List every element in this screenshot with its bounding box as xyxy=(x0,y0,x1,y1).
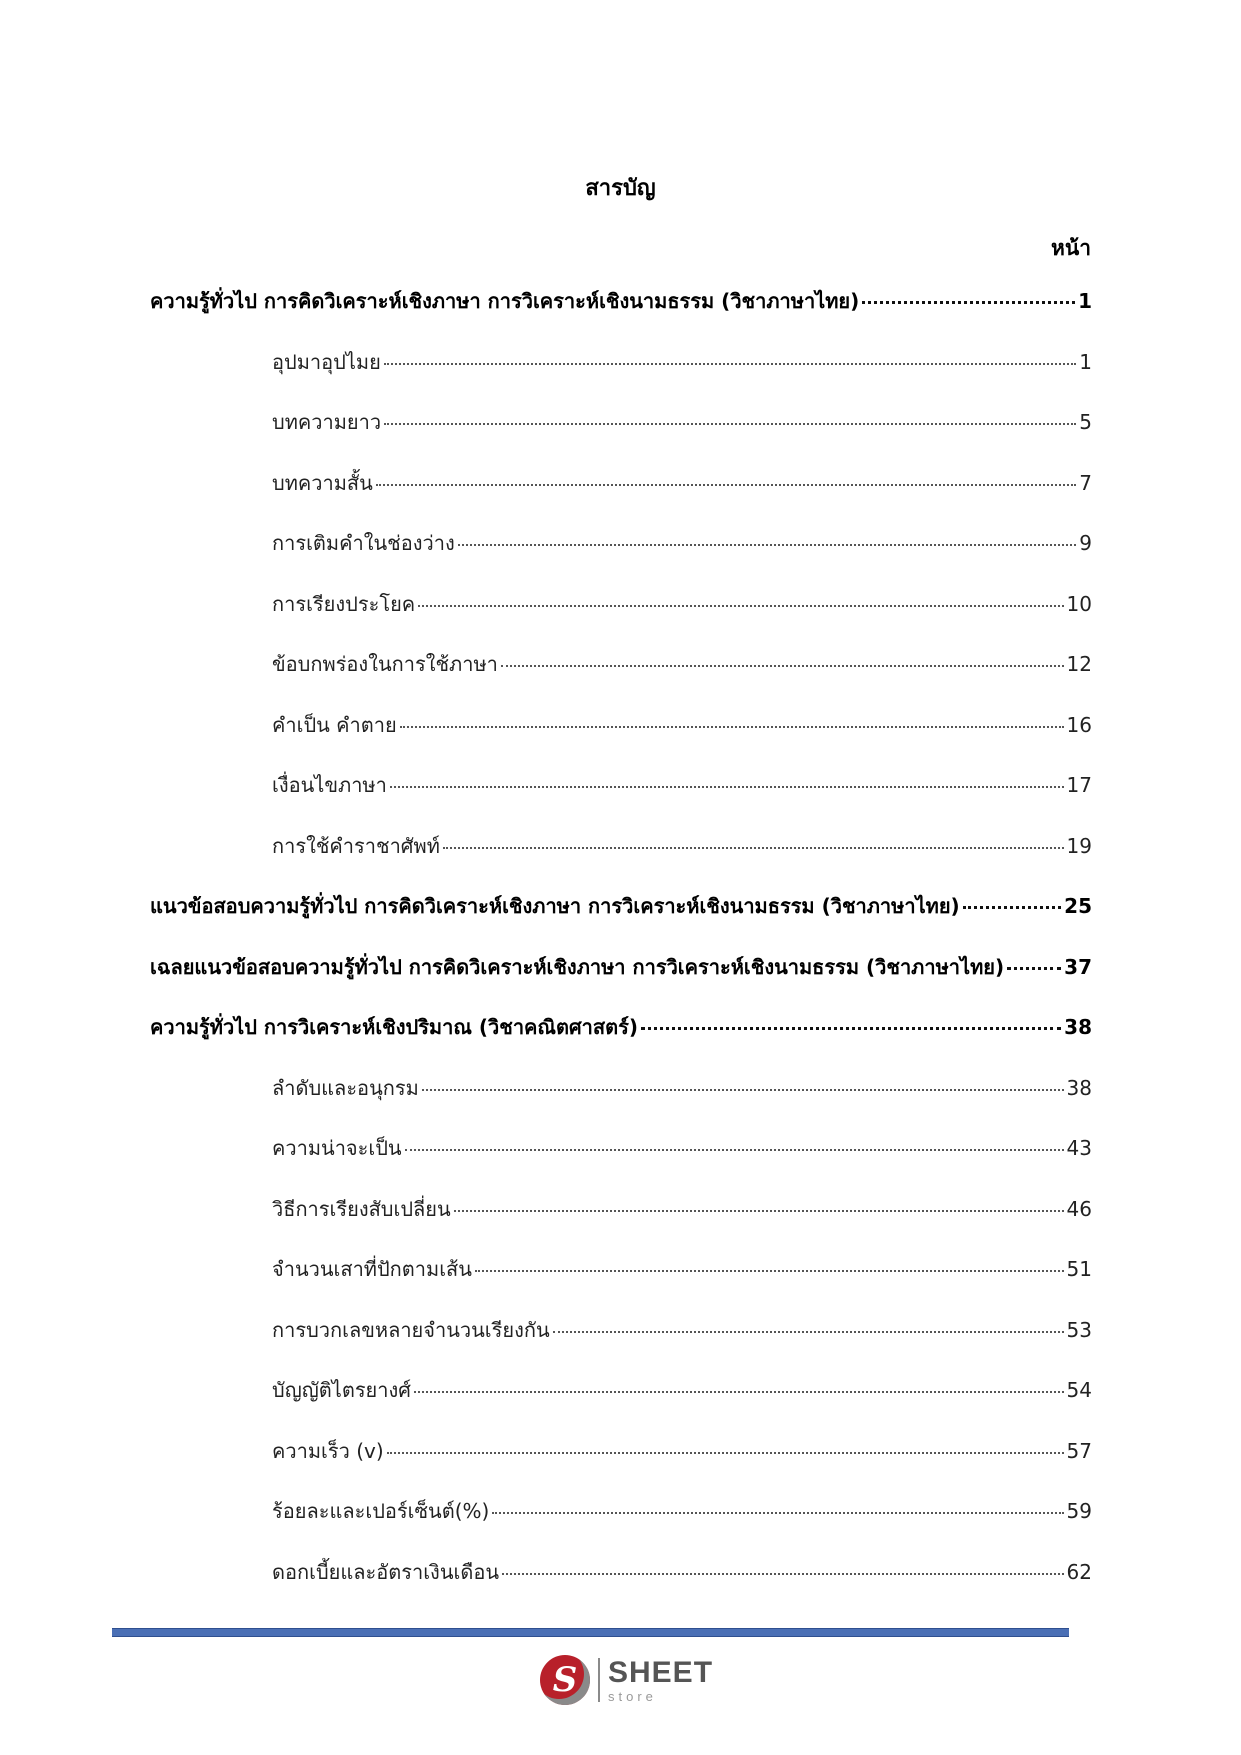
footer-logo xyxy=(540,1655,713,1705)
toc-dot-leader xyxy=(390,786,1064,788)
toc-dot-leader xyxy=(376,484,1076,486)
toc-entry-label: ข้อบกพร่องในการใช้ภาษา xyxy=(272,652,498,676)
toc-section-entry[interactable] xyxy=(150,951,1092,1012)
toc-entry-label: จำนวนเสาที่ปักตามเส้น xyxy=(272,1257,472,1281)
toc-dot-leader xyxy=(963,906,1061,909)
toc-subsection-entry[interactable] xyxy=(150,1193,1092,1254)
toc-entry-label: ดอกเบี้ยและอัตราเงินเดือน xyxy=(272,1559,500,1584)
toc-dot-leader xyxy=(475,1270,1064,1272)
toc-dot-leader xyxy=(384,423,1076,425)
toc-entry-label: เฉลยแนวข้อสอบความรู้ทั่วไป การคิดวิเคราะห์เชิงภาษา การวิเคราะห์เชิงนามธรรม (วิชาภาษาไทย) xyxy=(150,954,1005,979)
sheet-store-logo-icon: S xyxy=(540,1655,590,1705)
toc-dot-leader xyxy=(418,605,1063,607)
toc-dot-leader xyxy=(454,1210,1064,1212)
logo-text xyxy=(608,1655,714,1704)
toc-entry-label: ความรู้ทั่วไป การวิเคราะห์เชิงปริมาณ (วิชาคณิตศาสตร์) xyxy=(150,1015,638,1039)
toc-page-number: 46 xyxy=(1066,1196,1092,1221)
toc-dot-leader xyxy=(492,1512,1063,1514)
toc-dot-leader xyxy=(387,1452,1064,1454)
toc-page-number: 51 xyxy=(1066,1257,1092,1281)
toc-dot-leader xyxy=(400,726,1064,728)
toc-page-number: 62 xyxy=(1066,1559,1092,1584)
toc-subsection-entry[interactable] xyxy=(150,1072,1092,1133)
toc-entry-label: ร้อยละและเปอร์เซ็นต์(%) xyxy=(272,1499,490,1523)
toc-dot-leader xyxy=(862,301,1075,304)
toc-subsection-entry[interactable] xyxy=(150,467,1092,528)
toc-dot-leader xyxy=(502,1573,1064,1575)
toc-subsection-entry[interactable] xyxy=(150,709,1092,770)
page-column-header: หน้า xyxy=(1051,236,1091,260)
toc-page-number: 7 xyxy=(1079,470,1092,495)
toc-subsection-entry[interactable] xyxy=(150,1314,1092,1375)
toc-entry-label: คำเป็น คำตาย xyxy=(272,712,397,737)
toc-subsection-entry[interactable] xyxy=(150,1495,1092,1556)
toc-section-entry[interactable] xyxy=(150,890,1092,951)
toc-subsection-entry[interactable] xyxy=(150,406,1092,467)
toc-dot-leader xyxy=(414,1391,1064,1393)
toc-title: สารบัญ xyxy=(585,176,656,201)
logo-separator xyxy=(598,1658,600,1702)
toc-subsection-entry[interactable] xyxy=(150,1374,1092,1435)
toc-page-number: 37 xyxy=(1064,954,1092,979)
toc-subsection-entry[interactable] xyxy=(150,527,1092,588)
toc-dot-leader xyxy=(641,1027,1061,1030)
toc-entry-label: ความเร็ว (v) xyxy=(272,1438,384,1463)
toc-page-number: 53 xyxy=(1066,1317,1092,1342)
toc-page-number: 57 xyxy=(1066,1438,1092,1463)
toc-subsection-entry[interactable] xyxy=(150,1253,1092,1314)
toc-entry-label: ความน่าจะเป็น xyxy=(272,1136,402,1160)
toc-subsection-entry[interactable] xyxy=(150,588,1092,649)
toc-dot-leader xyxy=(1007,967,1061,970)
toc-list xyxy=(150,285,1092,1616)
toc-entry-label: ลำดับและอนุกรม xyxy=(272,1075,419,1100)
toc-page-number: 43 xyxy=(1066,1136,1092,1160)
toc-entry-label: ความรู้ทั่วไป การคิดวิเคราะห์เชิงภาษา การวิเคราะห์เชิงนามธรรม (วิชาภาษาไทย) xyxy=(150,289,860,313)
toc-dot-leader xyxy=(458,544,1077,546)
toc-subsection-entry[interactable] xyxy=(150,1556,1092,1617)
toc-page-number: 12 xyxy=(1066,652,1092,676)
toc-page-number: 25 xyxy=(1064,894,1092,918)
toc-page-number: 16 xyxy=(1066,712,1092,737)
toc-dot-leader xyxy=(384,363,1076,365)
toc-entry-label: อุปมาอุปไมย xyxy=(272,349,381,374)
toc-entry-label: วิธีการเรียงสับเปลี่ยน xyxy=(272,1196,451,1221)
toc-entry-label: การใช้คำราชาศัพท์ xyxy=(272,833,440,858)
toc-dot-leader xyxy=(422,1089,1064,1091)
toc-subsection-entry[interactable] xyxy=(150,769,1092,830)
toc-entry-label: บทความสั้น xyxy=(272,470,373,495)
toc-page-number: 59 xyxy=(1066,1499,1092,1523)
toc-page-number: 1 xyxy=(1079,349,1092,374)
toc-page-number: 17 xyxy=(1066,773,1092,797)
toc-entry-label: บัญญัติไตรยางศ์ xyxy=(272,1378,411,1402)
toc-page-number: 19 xyxy=(1066,833,1092,858)
toc-page-number: 1 xyxy=(1078,289,1092,313)
toc-entry-label: การเติมคำในช่องว่าง xyxy=(272,531,455,555)
toc-entry-label: แนวข้อสอบความรู้ทั่วไป การคิดวิเคราะห์เชิงภาษา การวิเคราะห์เชิงนามธรรม (วิชาภาษาไทย) xyxy=(150,894,960,918)
toc-entry-label: การเรียงประโยค xyxy=(272,591,416,616)
toc-subsection-entry[interactable] xyxy=(150,648,1092,709)
brand-name: SHEET xyxy=(608,1655,714,1689)
toc-page-number: 38 xyxy=(1064,1015,1092,1039)
toc-subsection-entry[interactable] xyxy=(150,346,1092,407)
toc-entry-label: การบวกเลขหลายจำนวนเรียงกัน xyxy=(272,1317,550,1342)
toc-subsection-entry[interactable] xyxy=(150,1132,1092,1193)
brand-sub: store xyxy=(608,1688,657,1704)
toc-page-number: 5 xyxy=(1079,410,1092,434)
toc-subsection-entry[interactable] xyxy=(150,1435,1092,1496)
toc-dot-leader xyxy=(501,665,1064,667)
toc-subsection-entry[interactable] xyxy=(150,830,1092,891)
toc-section-entry[interactable] xyxy=(150,285,1092,346)
toc-page-number: 54 xyxy=(1066,1378,1092,1402)
toc-section-entry[interactable] xyxy=(150,1011,1092,1072)
toc-page-number: 10 xyxy=(1066,591,1092,616)
toc-dot-leader xyxy=(443,847,1064,849)
toc-entry-label: บทความยาว xyxy=(272,410,382,434)
footer-rule xyxy=(112,1628,1069,1637)
toc-page-number: 38 xyxy=(1066,1075,1092,1100)
toc-dot-leader xyxy=(405,1149,1064,1151)
toc-dot-leader xyxy=(553,1331,1064,1333)
toc-page-number: 9 xyxy=(1079,531,1092,555)
toc-entry-label: เงื่อนไขภาษา xyxy=(272,773,387,797)
